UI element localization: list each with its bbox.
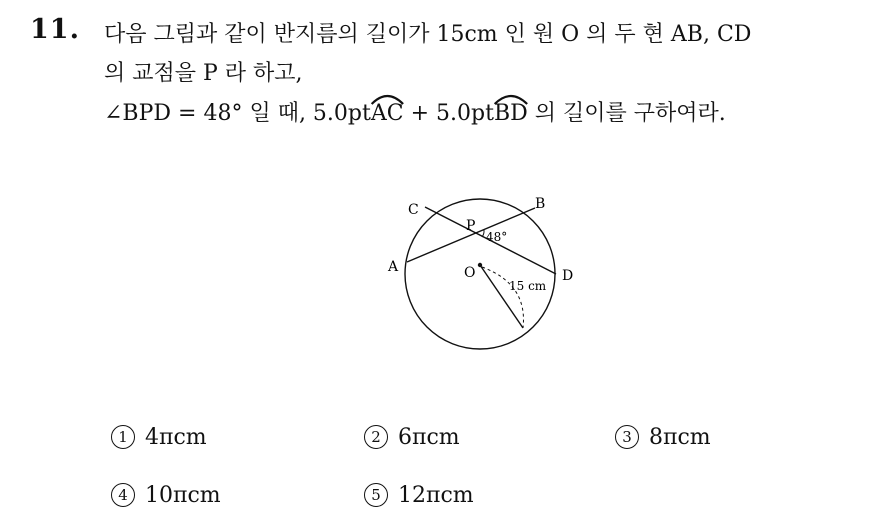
arc-ac — [371, 101, 404, 126]
choice-2-number: 2 — [364, 425, 388, 449]
arc-bd-label: BD — [493, 101, 528, 126]
choice-4-number: 4 — [111, 483, 135, 507]
arc-bd-symbol — [494, 93, 528, 105]
choice-5-text: 12πcm — [398, 483, 474, 508]
choice-4-text: 10πcm — [145, 483, 221, 508]
answer-choice-1[interactable] — [111, 425, 207, 450]
answer-choice-2[interactable] — [364, 425, 460, 450]
label-a: A — [388, 259, 399, 275]
choice-1-text: 4πcm — [145, 425, 207, 450]
arc-ac-label: AC — [370, 101, 404, 126]
plus-text: + 5.0pt — [403, 101, 494, 126]
label-c: C — [408, 202, 419, 218]
choice-2-text: 6πcm — [398, 425, 460, 450]
angle-48-arc — [482, 230, 484, 237]
circle-o — [405, 199, 555, 349]
angle-condition-text: ∠BPD = 48° 일 때, 5.0pt — [104, 101, 371, 126]
radius-line — [480, 265, 523, 328]
answer-choice-5[interactable] — [364, 483, 474, 508]
question-text-line-2: 의 교점을 P 라 하고, — [104, 61, 303, 86]
choice-3-number: 3 — [615, 425, 639, 449]
question-text-line-1: 다음 그림과 같이 반지름의 길이가 15cm 인 원 O 의 두 현 AB, CD — [104, 22, 752, 47]
label-radius-15cm: 15 cm — [509, 279, 547, 293]
label-o: O — [464, 265, 476, 281]
question-text-line-3 — [104, 96, 726, 127]
question-tail-text: 의 길이를 구하여라. — [527, 101, 726, 126]
answer-choice-4[interactable] — [111, 483, 221, 508]
choice-3-text: 8πcm — [649, 425, 711, 450]
label-angle-48: 48° — [486, 230, 508, 244]
choice-1-number: 1 — [111, 425, 135, 449]
choice-5-number: 5 — [364, 483, 388, 507]
label-d: D — [562, 268, 574, 284]
circle-figure — [380, 188, 580, 368]
label-b: B — [535, 196, 546, 212]
arc-bd — [494, 101, 528, 126]
label-p: P — [466, 218, 476, 234]
question-number: 11. — [30, 14, 80, 45]
circle-diagram — [380, 188, 580, 368]
answer-choice-3[interactable] — [615, 425, 711, 450]
arc-ac-symbol — [371, 93, 404, 105]
